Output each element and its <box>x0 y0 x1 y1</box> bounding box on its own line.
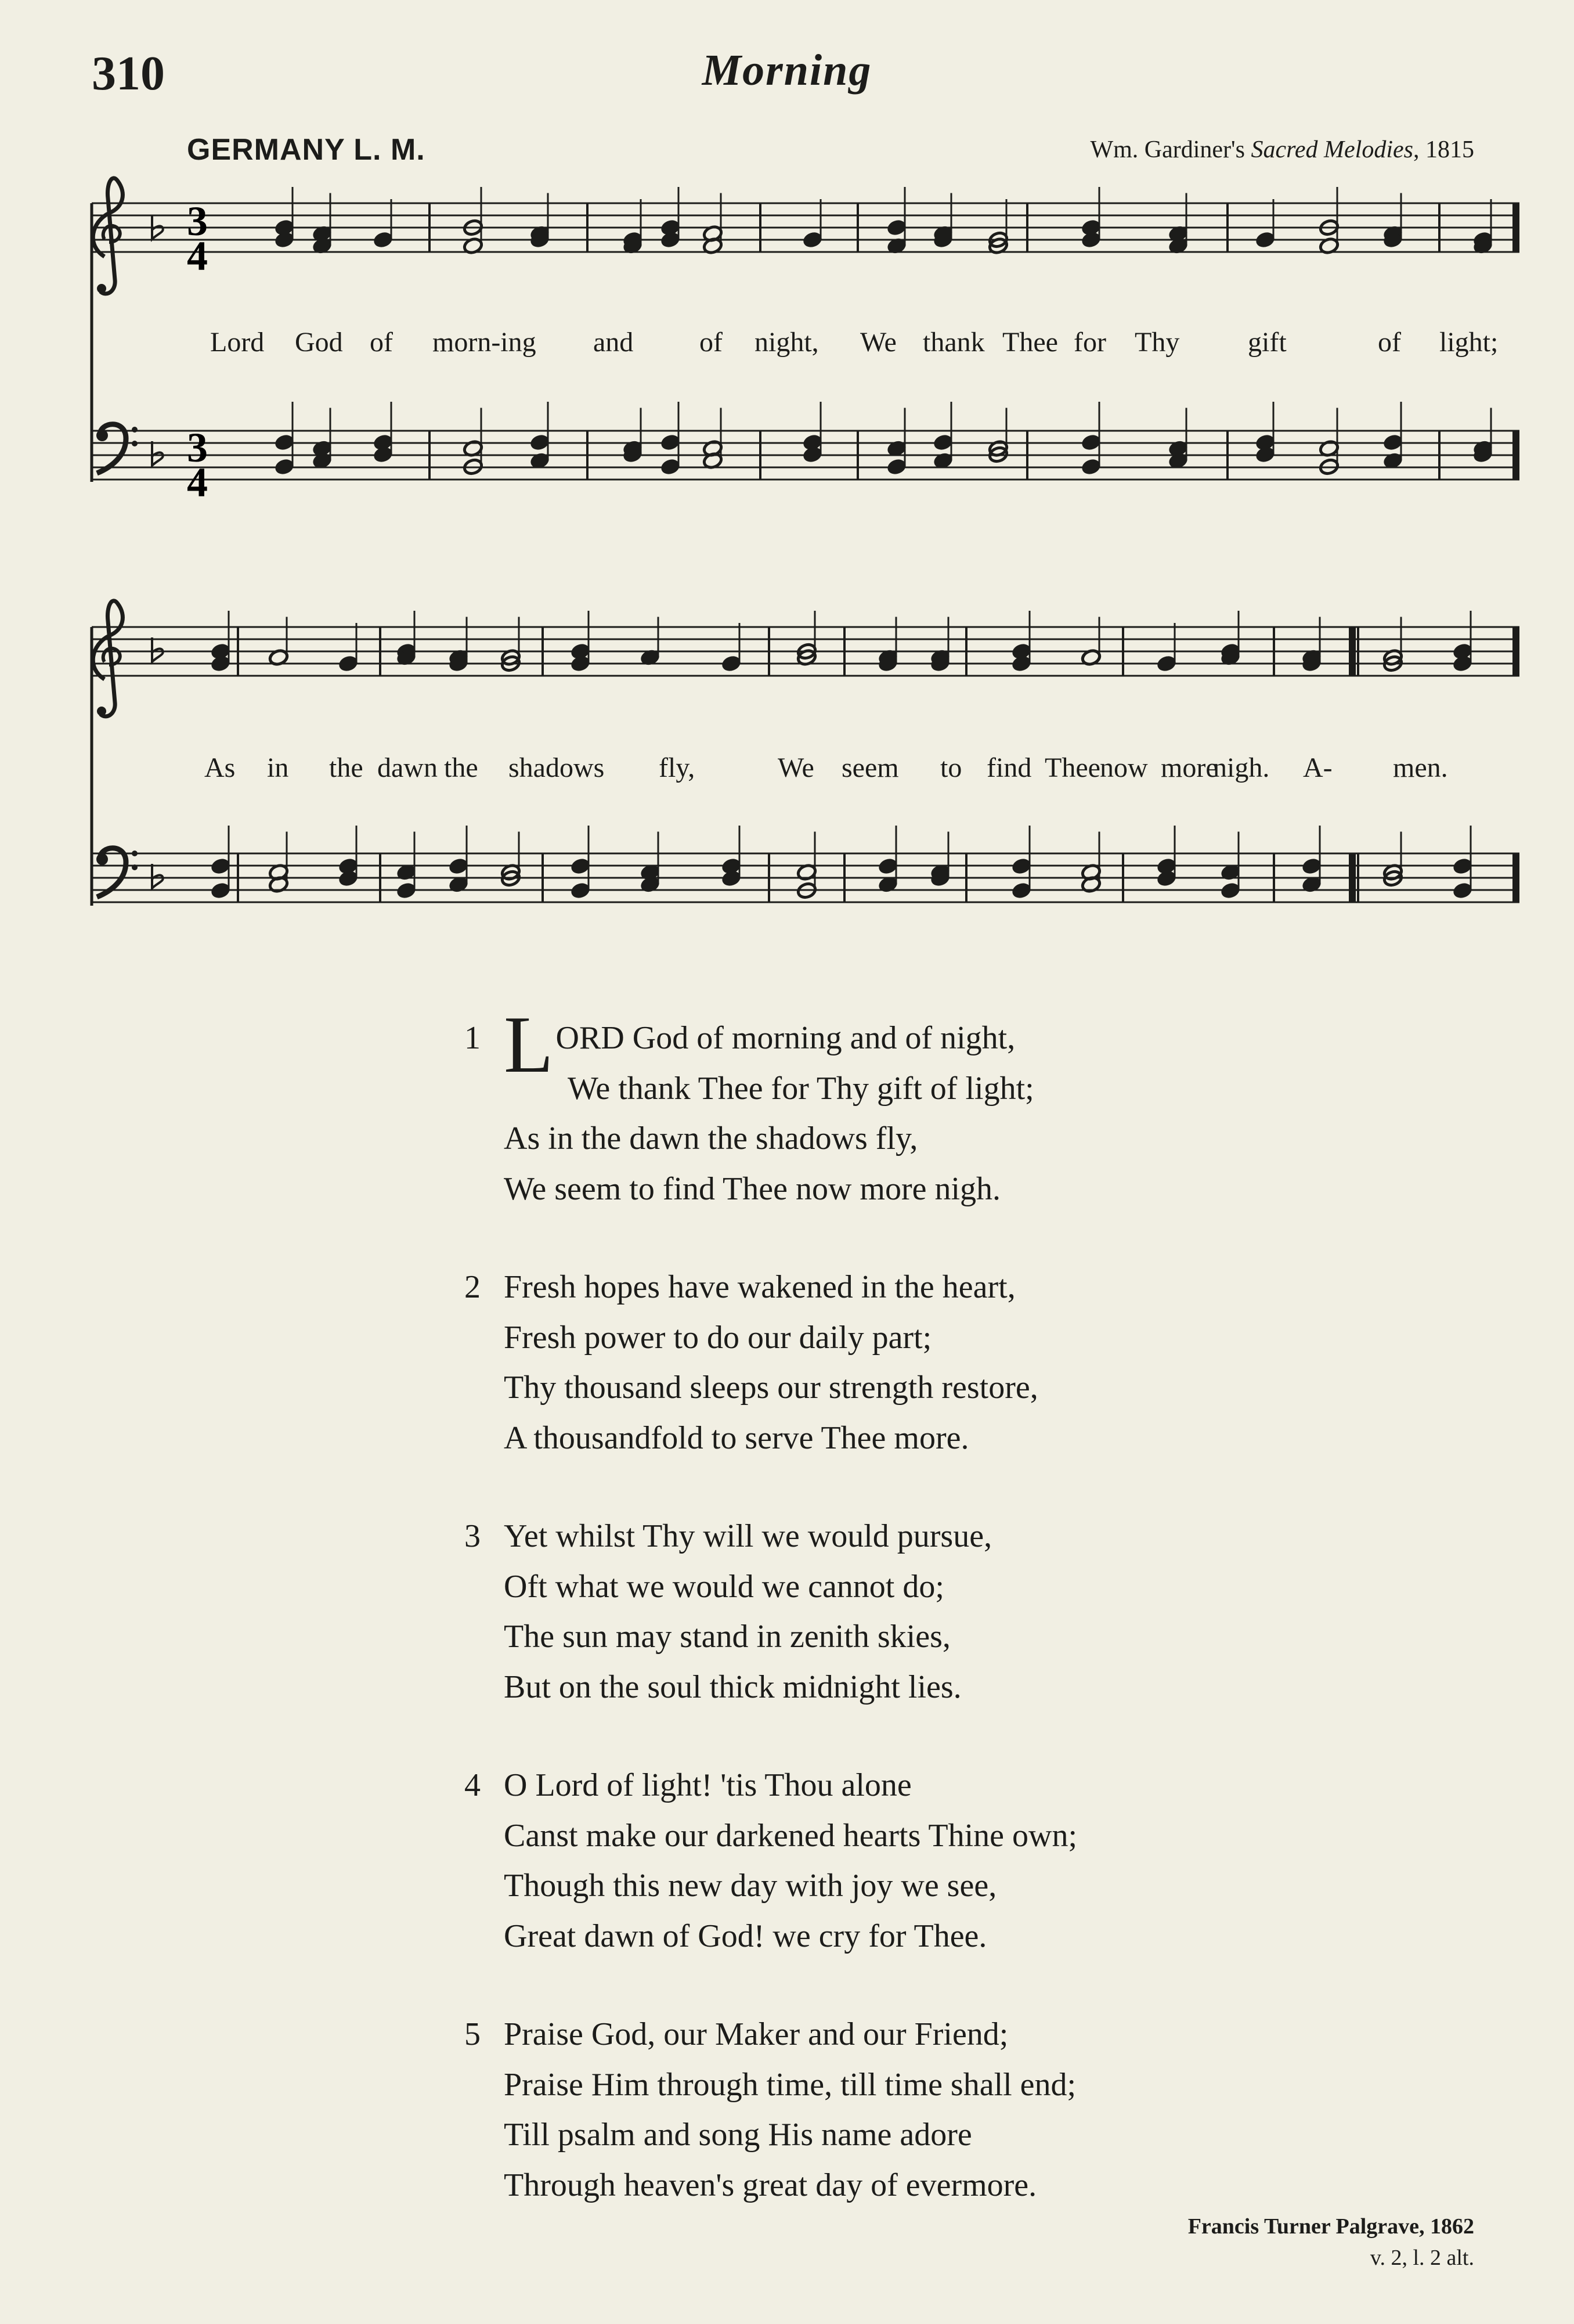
page-number: 310 <box>92 46 165 100</box>
lyric-syllable: morn-ing <box>432 327 536 358</box>
lyric-syllable: of <box>370 327 393 358</box>
lyric-syllable: men. <box>1393 752 1448 783</box>
verse-number: 4 <box>464 1767 481 1803</box>
lyric-syllable: of <box>699 327 723 358</box>
author-credit <box>1188 2211 1474 2273</box>
verse-number: 3 <box>464 1518 481 1554</box>
flat-sign-icon <box>152 637 163 662</box>
lyric-syllable: shadows <box>508 752 605 783</box>
lyric-syllable: the <box>329 752 363 783</box>
alteration-note: v. 2, l. 2 alt. <box>1370 2246 1474 2270</box>
lyric-syllable: fly, <box>659 752 695 783</box>
verse-line: A thousandfold to serve Thee more. <box>504 1419 969 1456</box>
lyric-syllable: We <box>778 752 814 783</box>
verse-line: Through heaven's great day of evermore. <box>504 2167 1037 2203</box>
verse-line: We seem to find Thee now more nigh. <box>504 1170 1001 1207</box>
page-heading: Morning <box>702 46 872 95</box>
source-suffix: , 1815 <box>1413 136 1474 163</box>
drop-cap: L <box>504 1000 554 1090</box>
verse-number: 2 <box>464 1269 481 1305</box>
verse-3 <box>464 1511 1077 1712</box>
verse-line: O Lord of light! 'tis Thou alone <box>504 1767 912 1803</box>
time-signature-top: 3 <box>187 198 208 244</box>
lyric-syllable: Thee <box>1045 752 1100 783</box>
verse-line: Till psalm and song His name adore <box>504 2117 972 2153</box>
lyric-syllable: As <box>204 752 236 783</box>
verse-line: Oft what we would we cannot do; <box>504 1568 944 1605</box>
lyric-syllable: We <box>860 327 897 358</box>
verse-line: Great dawn of God! we cry for Thee. <box>504 1918 987 1954</box>
treble-clef-icon <box>93 178 122 294</box>
lyric-syllable: Lord <box>210 327 265 358</box>
verse-first-line-rest: ORD God of morning and of night, <box>555 1020 1016 1056</box>
lyric-syllable: seem <box>842 752 899 783</box>
lyric-syllable: for <box>1074 327 1106 358</box>
lyric-syllable: A- <box>1303 752 1333 783</box>
note-heads <box>210 187 1493 899</box>
lyric-syllable: find <box>987 752 1032 783</box>
tune-name: GERMANY L. M. <box>187 133 425 167</box>
author-name: Francis Turner Palgrave, 1862 <box>1187 2214 1474 2239</box>
lyric-syllable: night, <box>754 327 819 358</box>
hymn-verses <box>464 1000 1078 2258</box>
verse-line: Though this new day with joy we see, <box>504 1868 997 1904</box>
verse-line: Canst make our darkened hearts Thine own; <box>504 1817 1078 1854</box>
lyric-syllable: now <box>1100 752 1148 783</box>
verse-line: Praise God, our Maker and our Friend; <box>504 2016 1009 2052</box>
lyric-syllable: in <box>267 752 289 783</box>
lyric-syllable: light; <box>1439 327 1499 358</box>
time-signature-top: 3 <box>187 424 208 471</box>
verse-number: 5 <box>464 2016 481 2052</box>
verse-2 <box>464 1262 1077 1463</box>
lyrics-system-2 <box>204 752 1448 783</box>
bar-lines <box>92 203 1516 906</box>
lyric-syllable: of <box>1378 327 1401 358</box>
lyric-syllable: nigh. <box>1213 752 1270 783</box>
verse-line: Thy thousand sleeps our strength restore, <box>504 1370 1038 1406</box>
verse-line: As in the dawn the shadows fly, <box>504 1120 918 1156</box>
lyrics-system-1 <box>210 327 1498 358</box>
time-signature-bottom: 4 <box>187 459 208 506</box>
treble-clef-icon <box>93 601 122 716</box>
hymn-score <box>0 0 1574 975</box>
verse-line: Yet whilst Thy will we would pursue, <box>504 1518 992 1554</box>
flat-sign-icon <box>152 441 163 466</box>
verse-line: Praise Him through time, till time shall end; <box>504 2066 1077 2103</box>
verse-number: 1 <box>464 1020 481 1056</box>
lyric-syllable: thank <box>923 327 985 358</box>
lyric-syllable: to <box>940 752 962 783</box>
lyric-syllable: Thee <box>1002 327 1058 358</box>
lyric-syllable: Thy <box>1135 327 1180 358</box>
verse-line: We thank Thee for Thy gift of light; <box>568 1070 1034 1107</box>
lyric-syllable: gift <box>1248 327 1287 358</box>
lyric-syllable: dawn <box>377 752 438 783</box>
lyric-syllable: and <box>593 327 634 358</box>
verse-line: Fresh power to do our daily part; <box>504 1319 932 1356</box>
source-prefix: Wm. Gardiner's <box>1090 136 1251 163</box>
lyric-syllable: more <box>1161 752 1218 783</box>
lyric-syllable: the <box>444 752 478 783</box>
time-signature-bottom: 4 <box>187 233 208 279</box>
source-title: Sacred Melodies <box>1251 136 1413 163</box>
verse-5 <box>464 2009 1077 2210</box>
verse-line: But on the soul thick midnight lies. <box>504 1669 962 1705</box>
staff-lines <box>92 203 1519 902</box>
lyric-syllable: God <box>295 327 343 358</box>
flat-sign-icon <box>152 864 163 888</box>
verse-line: Fresh hopes have wakened in the heart, <box>504 1269 1016 1305</box>
verse-4 <box>464 1760 1077 1961</box>
verse-line: The sun may stand in zenith skies, <box>504 1619 951 1655</box>
verse-1 <box>464 1000 1077 1214</box>
